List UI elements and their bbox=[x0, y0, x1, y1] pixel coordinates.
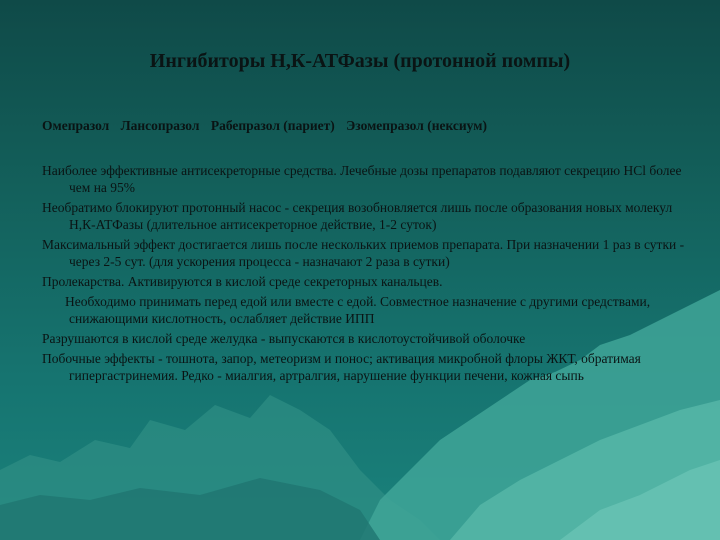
paragraph-administration: Необходимо принимать перед едой или вместе с едой. Совместное назначение с другими средствами, снижающими кислотность, ослабляет действие ИПП bbox=[65, 294, 651, 326]
slide-title: Ингибиторы Н,К-АТФазы (протонной помпы) bbox=[149, 50, 571, 72]
slide-body bbox=[42, 162, 697, 387]
drug-list bbox=[42, 118, 692, 134]
paragraph-acid-degradation: Разрушаются в кислой среде желудка - выпускаются в кислотоустойчивой оболочке bbox=[42, 331, 526, 346]
drug-omeprazole: Омепразол bbox=[42, 118, 110, 133]
paragraph-prodrugs: Пролекарства. Активируются в кислой среде секреторных канальцев. bbox=[42, 274, 443, 289]
drug-rabeprazole: Рабепразол (париет) bbox=[210, 118, 335, 133]
drug-lansoprazole: Лансопразол bbox=[120, 118, 200, 133]
drug-esomeprazole: Эзомепразол (нексиум) bbox=[346, 118, 487, 133]
paragraph-max-effect: Максимальный эффект достигается лишь после нескольких приемов препарата. При назначении 1 раз в сутки - через 2-5 сут. (для ускорения процесса - назначают 2 раза в сутки) bbox=[42, 237, 685, 269]
paragraph-efficacy: Наиболее эффективные антисекреторные средства. Лечебные дозы препаратов подавляют секрецию НСl более чем на 95% bbox=[42, 163, 682, 195]
paragraph-side-effects: Побочные эффекты - тошнота, запор, метеоризм и понос; активация микробной флоры ЖКТ, обратимая гипергастринемия. Редко - миалгия, артралгия, нарушение функции печени, кожная сыпь bbox=[42, 351, 641, 383]
paragraph-irreversible-block: Необратимо блокируют протонный насос - секреция возобновляется лишь после образования новых молекул Н,К-АТФазы (длительное антисекреторное действие, 1-2 суток) bbox=[42, 200, 673, 232]
